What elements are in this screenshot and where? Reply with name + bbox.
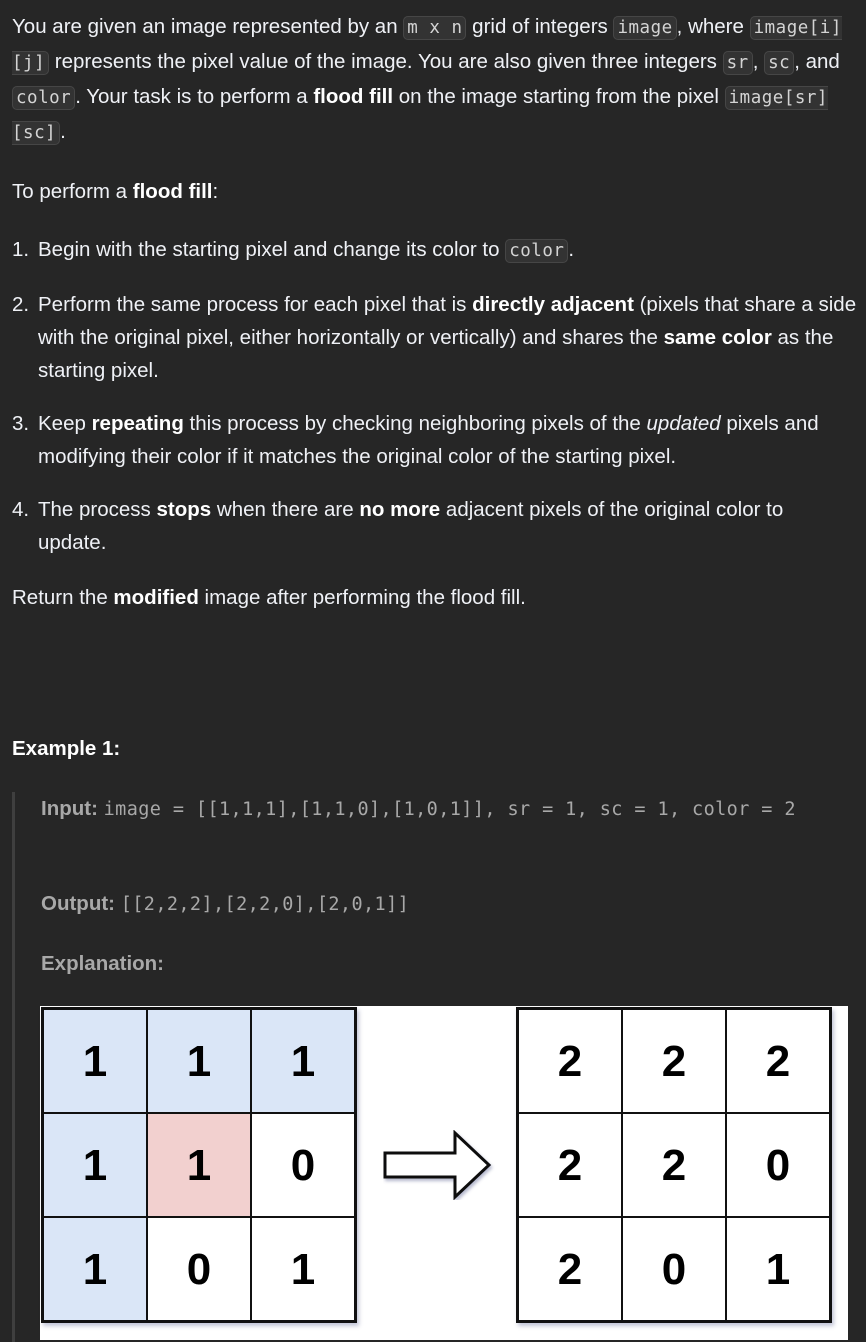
text: You are given an image represented by an: [12, 15, 404, 38]
step-text: [38, 498, 783, 554]
text: as the starting pixel.: [38, 326, 834, 382]
text: Begin with the starting pixel and change its color to: [38, 238, 506, 261]
grid-cell: 2: [518, 1217, 622, 1321]
grid-cell: 0: [147, 1217, 251, 1321]
example-explanation: [41, 947, 164, 980]
step-number: 1.: [12, 238, 30, 261]
intro-paragraph: [12, 10, 857, 150]
grid-cell: 0: [726, 1113, 830, 1217]
text: represents the pixel value of the image. You are also given three integers: [49, 50, 723, 73]
output-label: Output:: [41, 892, 115, 915]
how-to-paragraph: [12, 175, 857, 208]
text: on the image starting from the pixel: [393, 85, 725, 108]
text: .: [568, 238, 575, 261]
text: adjacent pixels of the original color to update.: [38, 498, 784, 554]
text: Perform the same process for each pixel that is: [38, 293, 473, 316]
inline-code: image: [613, 16, 676, 40]
problem-description: [12, 10, 857, 639]
text: , and: [794, 50, 840, 73]
output-grid: [516, 1007, 832, 1323]
grid-cell: 1: [147, 1113, 251, 1217]
return-paragraph: [12, 581, 857, 614]
text: To perform a: [12, 180, 133, 203]
grid-cell: 1: [251, 1009, 355, 1113]
bold-text: repeating: [91, 412, 184, 435]
step-item: [12, 233, 857, 268]
step-number: 4.: [12, 498, 30, 521]
italic-text: updated: [646, 412, 721, 435]
example-output: [41, 887, 409, 921]
text: ,: [752, 50, 765, 73]
inline-code: image[sr][sc]: [12, 88, 828, 143]
explanation-label: Explanation:: [41, 952, 165, 975]
bold-text: modified: [113, 586, 199, 609]
step-item: [12, 407, 857, 473]
text: .: [60, 120, 66, 143]
grid-cell: 2: [518, 1113, 622, 1217]
input-grid: [41, 1007, 357, 1323]
output-value: [[2,2,2],[2,2,0],[2,0,1]]: [120, 894, 410, 915]
text: The process: [38, 498, 157, 521]
text: . Your task is to perform a: [75, 85, 314, 108]
inline-code: color: [505, 239, 568, 263]
bold-text: same color: [663, 326, 772, 349]
step-text: [38, 412, 819, 468]
step-number: 2.: [12, 293, 30, 316]
text: :: [212, 180, 219, 203]
steps-list: [12, 233, 857, 559]
grid-cell: 1: [43, 1217, 147, 1321]
step-item: [12, 288, 857, 387]
grid-cell: 2: [622, 1113, 726, 1217]
inline-code: color: [12, 86, 75, 110]
example-title: Example 1:: [12, 737, 121, 760]
grid-cell: 2: [622, 1009, 726, 1113]
step-text: [38, 238, 574, 261]
bold-text: flood fill: [132, 180, 213, 203]
grid-cell: 1: [726, 1217, 830, 1321]
text: when there are: [211, 498, 360, 521]
grid-cell: 1: [251, 1217, 355, 1321]
text: Keep: [38, 412, 92, 435]
example-input: [41, 792, 856, 826]
right-arrow-outline-icon: [383, 1130, 495, 1200]
step-item: [12, 493, 857, 559]
text: Return the: [12, 586, 114, 609]
bold-text: stops: [156, 498, 212, 521]
grid-cell: 1: [147, 1009, 251, 1113]
bold-text: directly adjacent: [472, 293, 634, 316]
bold-text: no more: [359, 498, 441, 521]
text: (pixels that share a side with the original pixel, either horizontally or vertically) and shares the: [38, 293, 857, 349]
step-number: 3.: [12, 412, 30, 435]
inline-code: sr: [723, 51, 753, 75]
text: grid of integers: [466, 15, 614, 38]
grid-cell: 2: [518, 1009, 622, 1113]
grid-cell: 2: [726, 1009, 830, 1113]
grid-cell: 0: [251, 1113, 355, 1217]
inline-code: image[i][j]: [12, 18, 842, 73]
input-label: Input:: [41, 797, 98, 820]
flood-fill-diagram: [40, 1006, 848, 1340]
grid-cell: 0: [622, 1217, 726, 1321]
inline-code: m x n: [403, 16, 466, 40]
text: image after performing the flood fill.: [198, 586, 526, 609]
text: pixels and modifying their color if it matches the original color of the starting pixel.: [38, 412, 819, 468]
step-text: [38, 293, 856, 382]
text: , where: [676, 15, 750, 38]
bold-text: flood fill: [313, 85, 394, 108]
inline-code: sc: [764, 51, 794, 75]
grid-cell: 1: [43, 1009, 147, 1113]
input-value: image = [[1,1,1],[1,1,0],[1,0,1]], sr = 1, sc = 1, color = 2: [103, 799, 796, 820]
text: this process by checking neighboring pixels of the: [183, 412, 647, 435]
grid-cell: 1: [43, 1113, 147, 1217]
